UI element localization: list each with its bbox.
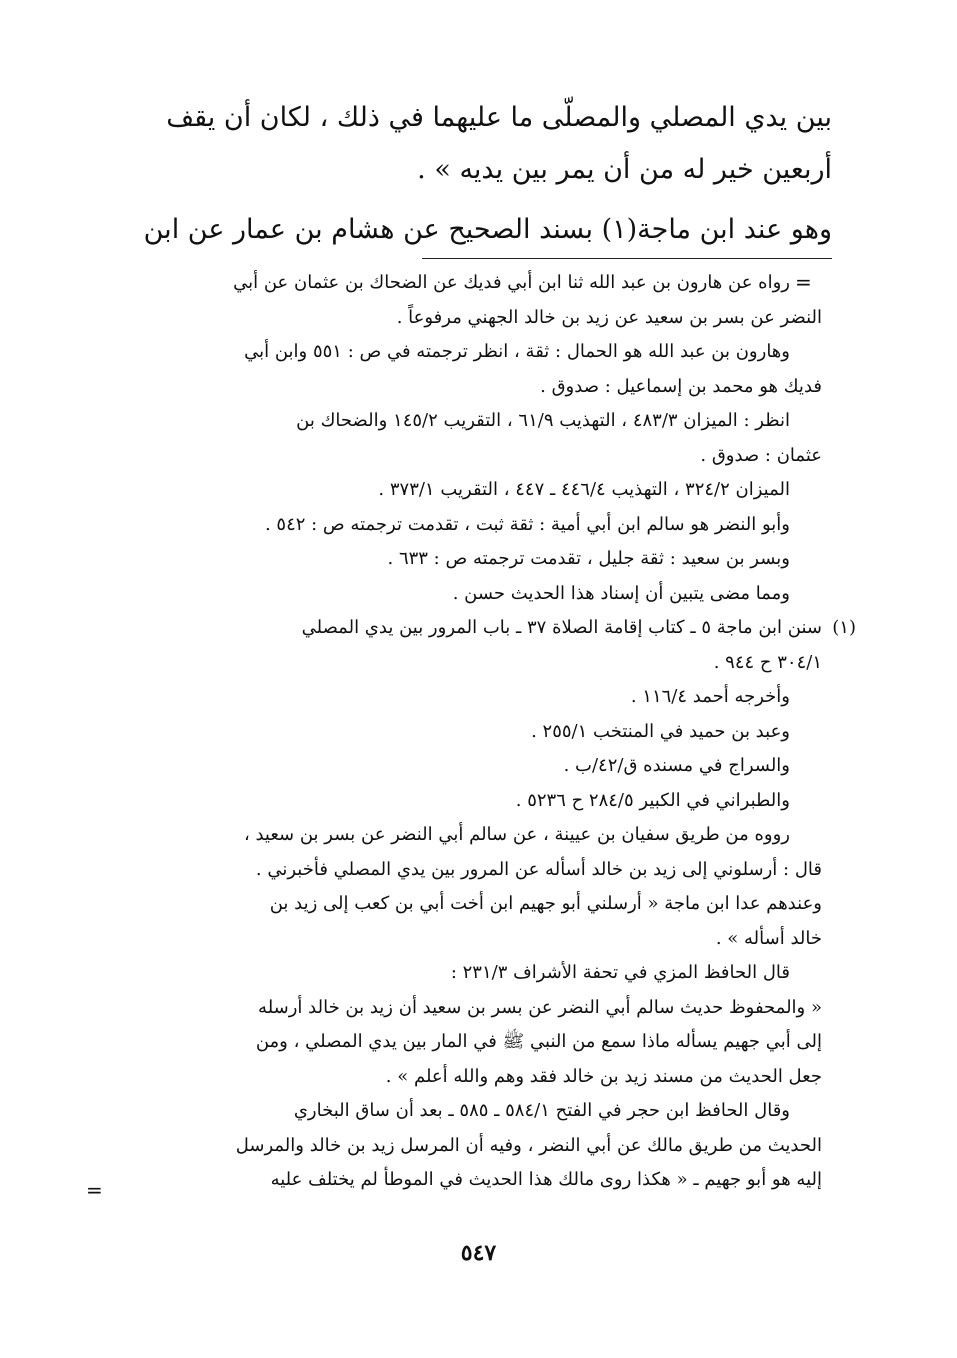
footnote-line: « والمحفوظ حديث سالم أبي النضر عن بسر بن سعيد أن زيد بن خالد أرسله	[258, 996, 822, 1018]
footnote-line: النضر عن بسر بن سعيد عن زيد بن خالد الجهني مرفوعاً .	[396, 306, 822, 328]
footnote-line: والسراج في مسنده ق/٤٢/ب .	[563, 755, 790, 776]
footnote-line: ومما مضى يتبين أن إسناد هذا الحديث حسن .	[452, 582, 790, 604]
footnote-line: جعل الحديث من مسند زيد بن خالد فقد وهم والله أعلم » .	[385, 1065, 822, 1087]
footnote-line: الميزان ٣٢٤/٢ ، التهذيب ٤٤٦/٤ ـ ٤٤٧ ، التقريب ٣٧٣/١ .	[378, 479, 790, 500]
footnote-line: فديك هو محمد بن إسماعيل : صدوق .	[540, 375, 822, 397]
footnote-line: وقال الحافظ ابن حجر في الفتح ٥٨٤/١ ـ ٥٨٥ ـ بعد أن ساق البخاري	[293, 1100, 790, 1121]
footnote-line: إلى أبي جهيم يسأله ماذا سمع من النبي ﷺ في المار بين يدي المصلي ، ومن	[255, 1031, 822, 1052]
footnote-line: انظر : الميزان ٤٨٣/٣ ، التهذيب ٦١/٩ ، التقريب ١٤٥/٢ والضحاك بن	[296, 410, 790, 431]
footnote-line: عثمان : صدوق .	[700, 444, 822, 466]
footnote-line: قال : أرسلوني إلى زيد بن خالد أسأله عن المرور بين يدي المصلي فأخبرني .	[255, 858, 822, 880]
footnote-line: وعبد بن حميد في المنتخب ٢٥٥/١ .	[531, 720, 790, 742]
page-number: ٥٤٧	[460, 1240, 497, 1266]
main-text-line: بين يدي المصلي والمصلّى ما عليهما في ذلك ، لكان أن يقف	[166, 102, 832, 133]
continuation-mark-top: =	[795, 270, 812, 294]
main-text-line: أربعين خير له من أن يمر بين يديه » .	[417, 154, 832, 185]
footnote-line: رووه من طريق سفيان بن عيينة ، عن سالم أبي النضر عن بسر بن سعيد ،	[243, 824, 790, 845]
footnote-line: الحديث من طريق مالك عن أبي النضر ، وفيه أن المرسل زيد بن خالد والمرسل	[235, 1134, 822, 1156]
footnote-line: وأخرجه أحمد ١١٦/٤ .	[630, 686, 790, 707]
footnote-divider	[422, 258, 832, 259]
main-text-line: وهو عند ابن ماجة(١) بسند الصحيح عن هشام بن عمار عن ابن	[143, 214, 832, 245]
footnote-line: وأبو النضر هو سالم ابن أبي أمية : ثقة ثبت ، تقدمت ترجمته ص : ٥٤٢ .	[264, 513, 790, 535]
footnote-line: سنن ابن ماجة ٥ ـ كتاب إقامة الصلاة ٣٧ ـ باب المرور بين يدي المصلي	[301, 617, 822, 638]
footnote-line: رواه عن هارون بن عبد الله ثنا ابن أبي فديك عن الضحاك بن عثمان عن أبي	[233, 272, 790, 293]
footnote-line: وبسر بن سعيد : ثقة جليل ، تقدمت ترجمته ص : ٦٣٣ .	[387, 548, 790, 569]
footnote-line: قال الحافظ المزي في تحفة الأشراف ٢٣١/٣ :	[450, 962, 790, 983]
footnote-line: ٣٠٤/١ ح ٩٤٤ .	[713, 651, 822, 673]
footnote-line: والطبراني في الكبير ٢٨٤/٥ ح ٥٢٣٦ .	[515, 789, 790, 811]
footnote-line: خالد أسأله » .	[715, 927, 822, 949]
footnotes-block	[110, 266, 856, 1198]
footnote-line: وهارون بن عبد الله هو الحمال : ثقة ، انظر ترجمته في ص : ٥٥١ وابن أبي	[244, 341, 790, 362]
footnote-1	[110, 611, 856, 1198]
footnote-1-marker: (١)	[832, 617, 856, 638]
footnote-line: وعندهم عدا ابن ماجة « أرسلني أبو جهيم ابن أخت أبي بن كعب إلى زيد بن	[269, 893, 822, 914]
continuation-mark-bottom: =	[86, 1178, 103, 1202]
main-text-block	[120, 92, 832, 256]
footnote-line: إليه هو أبو جهيم ـ « هكذا روى مالك هذا الحديث في الموطأ لم يختلف عليه	[270, 1169, 822, 1190]
